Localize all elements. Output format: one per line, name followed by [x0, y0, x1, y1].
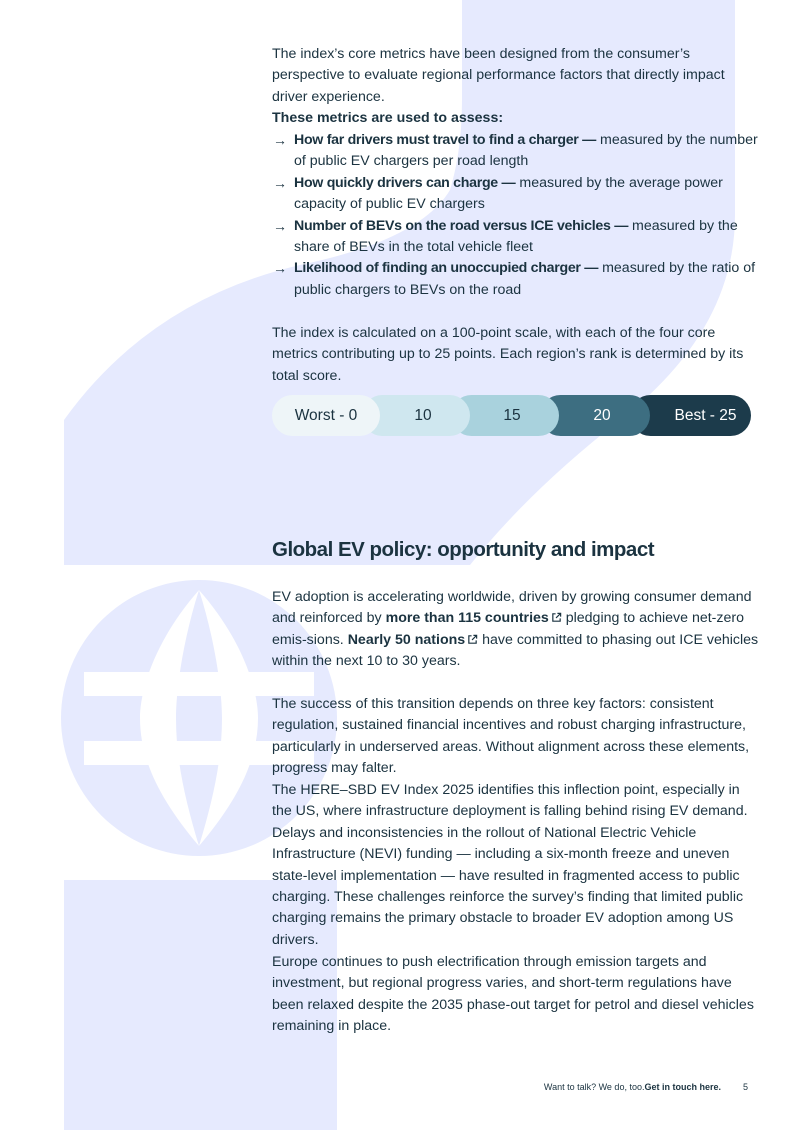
metric-description: measured by the number of public EV chargers per road length [294, 132, 758, 170]
scale-segment-20: 20 [540, 395, 650, 436]
list-item [272, 258, 762, 301]
scale-segment-15: 15 [451, 395, 559, 436]
page-footer [544, 1082, 748, 1092]
policy-text-c: have committed to phasing out ICE vehicles within the next 10 to 30 years. [272, 631, 759, 670]
list-item [272, 216, 762, 259]
arrow-right-icon: → [273, 174, 287, 191]
europe-paragraph: Europe continues to push electrification through emission targets and investment, but regional progress varies, and short-term regulations have been relaxed despite the 2035 phase-out target for petrol and diesel vehicles remaining in place. [272, 954, 754, 1035]
index-paragraph: The HERE–SBD EV Index 2025 identifies this inflection point, especially in the US, where infrastructure deployment is falling behind rising EV demand. Delays and inconsistencies in the rollout of National Electric Vehicle Infrastructure (NEVI) funding — including a six-month freeze and uneven state-level implementation — have resulted in fragmented access to public charging. These challenges reinforce the survey’s finding that limited public charging remains the primary obstacle to broader EV adoption among US drivers. [272, 782, 748, 948]
contact-link[interactable]: Get in touch here. [644, 1082, 721, 1092]
policy-paragraph [272, 587, 762, 673]
intro-paragraph: The index’s core metrics have been designed from the consumer’s perspective to evaluate regional performance factors that directly impact driver experience. [272, 46, 725, 105]
countries-link[interactable]: more than 115 countries [385, 610, 549, 627]
score-scale [272, 395, 751, 436]
metric-description: measured by the average power capacity of public EV chargers [294, 174, 723, 213]
list-item [272, 130, 762, 173]
arrow-right-icon: → [273, 217, 287, 234]
scale-segment-best: Best - 25 [630, 395, 751, 436]
metric-description: measured by the ratio of public chargers to BEVs on the road [294, 260, 756, 298]
arrow-right-icon: → [273, 132, 287, 148]
footer-text: Want to talk? We do, too. [543, 1082, 645, 1092]
metric-title: Likelihood of finding an unoccupied charger — [294, 260, 599, 277]
section-title: Global EV policy: opportunity and impact [272, 538, 655, 561]
list-item [272, 173, 762, 216]
scale-segment-worst: Worst - 0 [272, 395, 380, 436]
metric-title: How quickly drivers can charge — [294, 174, 516, 191]
arrow-right-icon: → [273, 260, 287, 277]
metric-title: How far drivers must travel to find a charger — [294, 132, 597, 148]
metrics-list [272, 130, 762, 301]
success-paragraph: The success of this transition depends on three key factors: consistent regulation, sustained financial incentives and robust charging infrastructure, particularly in underserved areas. Without alignment across these elements, progress may falter. [272, 696, 750, 777]
scale-segment-10: 10 [362, 395, 470, 436]
policy-text-b: pledging to achieve net-zero emis-sions. [272, 610, 744, 648]
external-link-icon[interactable] [467, 634, 478, 645]
policy-text-a: EV adoption is accelerating worldwide, driven by growing consumer demand and reinforced by [272, 589, 752, 627]
scale-paragraph: The index is calculated on a 100-point scale, with each of the four core metrics contributing up to 25 points. Each region’s rank is determined by its total score. [272, 325, 744, 384]
page-number: 5 [742, 1082, 748, 1092]
metric-description: measured by the share of BEVs in the total vehicle fleet [294, 217, 738, 256]
assess-heading: These metrics are used to assess: [272, 110, 504, 126]
external-link-icon[interactable] [551, 612, 562, 623]
metric-title: Number of BEVs on the road versus ICE vehicles — [294, 217, 629, 234]
nations-link[interactable]: Nearly 50 nations [347, 631, 466, 648]
